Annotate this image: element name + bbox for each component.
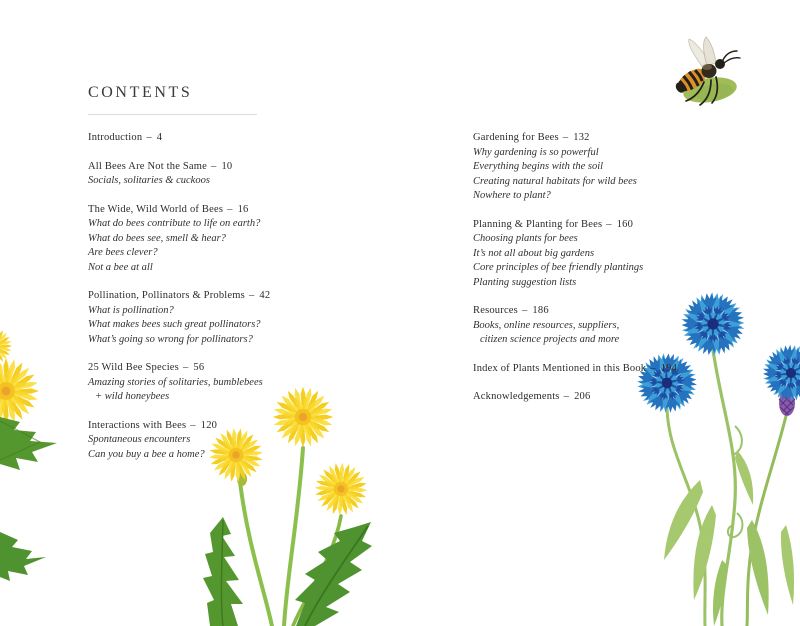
entry-page-number: 206: [574, 391, 591, 402]
cornflower-illustration: [619, 277, 800, 626]
entry-page-number: 4: [156, 132, 163, 143]
toc-subtitle: Nowhere to plant?: [473, 190, 551, 201]
entry-dash: –: [650, 362, 656, 374]
toc-subtitle: It’s not all about big gardens: [473, 247, 595, 259]
toc-subtitle: citizen science projects and more: [480, 334, 620, 345]
entry-page-number: 186: [532, 305, 549, 316]
entry-dash: –: [562, 132, 569, 143]
entry-title: Gardening for Bees: [473, 132, 559, 143]
toc-subtitle: Books, online resources, suppliers,: [473, 319, 620, 331]
entry-title: The Wide, Wild World of Bees: [88, 203, 224, 215]
bee-antennae: [723, 51, 740, 63]
entry-title: Interactions with Bees: [88, 419, 187, 431]
entry-title: Index of Plants Mentioned in this Book: [473, 362, 647, 374]
bee-head: [715, 59, 725, 69]
toc-subtitle: + wild honeybees: [95, 391, 170, 402]
entry-dash: –: [563, 391, 570, 402]
entry-title: Resources: [473, 305, 518, 316]
page-title: CONTENTS: [88, 84, 193, 101]
entry-dash: –: [606, 218, 612, 230]
toc-subtitle: What’s going so wrong for pollinators?: [88, 333, 253, 345]
dandelion-left-illustration: [0, 324, 57, 581]
entry-page-number: 10: [221, 160, 233, 172]
entry-title: 25 Wild Bee Species: [88, 362, 179, 373]
entry-page-number: 56: [193, 362, 205, 373]
entry-title: Acknowledgements: [473, 391, 560, 402]
toc-subtitle: Amazing stories of solitaries, bumblebees: [88, 376, 263, 388]
entry-dash: –: [146, 132, 152, 143]
entry-title: All Bees Are Not the Same: [88, 160, 208, 172]
entry-title: Planning & Planting for Bees: [473, 218, 603, 230]
entry-title: Pollination, Pollinators & Problems: [88, 290, 245, 301]
toc-subtitle: Can you buy a bee a home?: [88, 448, 205, 460]
entry-dash: –: [521, 305, 528, 316]
entry-page-number: 194: [660, 362, 678, 374]
toc-subtitle: Are bees clever?: [88, 247, 158, 258]
entry-page-number: 120: [200, 419, 218, 431]
entry-dash: –: [211, 160, 217, 172]
entry-dash: –: [248, 290, 255, 301]
bee-illustration: [672, 37, 740, 106]
toc-subtitle: Why gardening is so powerful: [473, 146, 599, 158]
toc-subtitle: What do bees contribute to life on earth?: [88, 218, 261, 229]
entry-page-number: 16: [237, 203, 249, 215]
dandelion-cluster-illustration: [198, 380, 380, 626]
toc-subtitle: Socials, solitaries & cuckoos: [88, 175, 210, 186]
toc-subtitle: Planting suggestion lists: [473, 276, 577, 288]
entry-title: Introduction: [88, 132, 143, 143]
toc-subtitle: What is pollination?: [88, 304, 174, 316]
entry-page-number: 132: [573, 132, 590, 143]
entry-page-number: 42: [259, 290, 271, 301]
toc-subtitle: Creating natural habitats for wild bees: [473, 175, 637, 187]
toc-subtitle: Everything begins with the soil: [473, 161, 604, 172]
toc-subtitle: Not a bee at all: [88, 261, 153, 273]
toc-subtitle: Core principles of bee friendly plantings: [473, 262, 644, 273]
toc-subtitle: What makes bees such great pollinators?: [88, 319, 261, 330]
toc-subtitle: What do bees see, smell & hear?: [88, 232, 226, 244]
entry-dash: –: [190, 419, 196, 431]
toc-subtitle: Spontaneous encounters: [88, 434, 191, 445]
entry-page-number: 160: [616, 218, 634, 230]
entry-dash: –: [227, 203, 233, 215]
toc-subtitle: Choosing plants for bees: [473, 233, 578, 244]
entry-dash: –: [182, 362, 189, 373]
